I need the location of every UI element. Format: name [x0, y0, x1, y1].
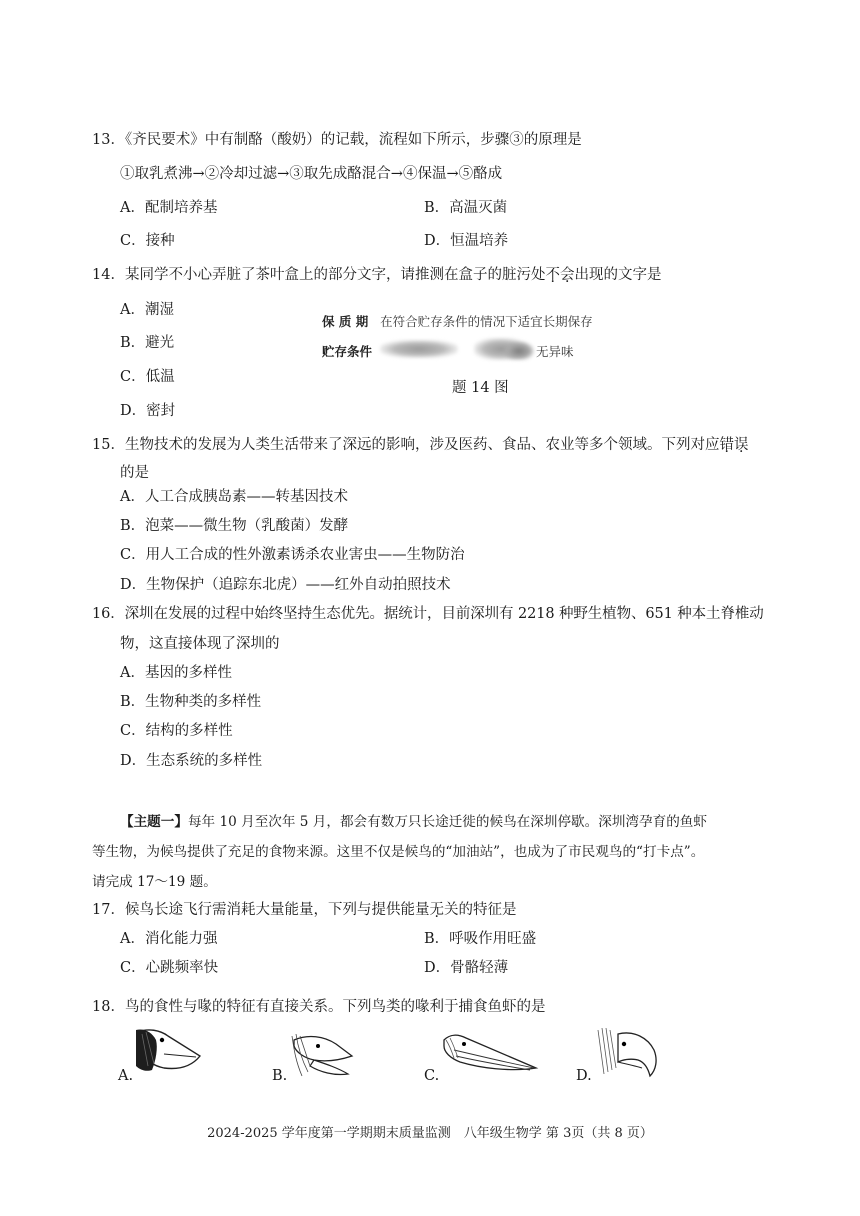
q13-option-b: B．高温灭菌	[424, 200, 508, 216]
q16-option-d: D．生态系统的多样性	[120, 753, 263, 769]
q13-stem: 13．《齐民要术》中有制酪（酸奶）的记载，流程如下所示，步骤③的原理是	[92, 132, 582, 148]
q15-option-c: C．用人工合成的性外激素诱杀农业害虫——生物防治	[120, 547, 465, 563]
q14-option-d: D．密封	[120, 403, 176, 419]
q16-stem-line2: 物，这直接体现了深圳的	[120, 636, 280, 652]
theme1-line3: 请完成 17～19 题。	[92, 874, 217, 890]
q15-stem-line1	[92, 435, 748, 455]
q13-process: ①取乳煮沸→②冷却过滤→③取先成酪混合→④保温→⑤酪成	[120, 166, 503, 182]
beak-a-image	[134, 1026, 206, 1082]
q14-emph-1: 不	[545, 267, 560, 283]
q16-option-a: A．基因的多样性	[120, 665, 232, 681]
q14-option-c: C．低温	[120, 369, 175, 385]
q17-option-d: D．骨骼轻薄	[424, 960, 509, 976]
q15-option-b: B．泡菜——微生物（乳酸菌）发酵	[120, 518, 349, 534]
q13-option-c: C．接种	[120, 233, 175, 249]
q18-option-a-label: A.	[118, 1068, 134, 1084]
storage-key: 贮存条件	[322, 344, 373, 359]
q15-option-a: A．人工合成胰岛素——转基因技术	[120, 489, 348, 505]
q14-stem-part1: 14．某同学不小心弄脏了茶叶盒上的部分文字，请推测在盒子的脏污处	[92, 267, 546, 283]
q15-option-d: D．生物保护（追踪东北虎）——红外自动拍照技术	[120, 577, 451, 593]
q15-stem-line2: 的是	[120, 465, 149, 481]
beak-c-image	[440, 1028, 540, 1082]
q18-option-c-label: C.	[424, 1068, 440, 1084]
q16-stem-line1: 16．深圳在发展的过程中始终坚持生态优先。据统计，目前深圳有 2218 种野生植物、651 种本土脊椎动	[92, 606, 764, 622]
beak-d-image	[596, 1024, 662, 1082]
q14-stem	[92, 265, 661, 285]
q17-emph: 无	[429, 902, 444, 918]
storage-value: 无异味	[536, 344, 574, 359]
theme1-text1: 每年 10 月至次年 5 月，都会有数万只长途迁徙的候鸟在深圳停歇。深圳湾孕育的鱼虾	[187, 814, 707, 830]
beak-b-image	[288, 1026, 360, 1082]
q17-stem-part2: 关的特征是	[443, 902, 517, 918]
q16-option-b: B．生物种类的多样性	[120, 694, 262, 710]
q17-option-b: B．呼吸作用旺盛	[424, 931, 537, 947]
shelf-life-value: 在符合贮存条件的情况下适宜长期保存	[380, 314, 593, 329]
q17-stem	[92, 900, 516, 920]
q15-stem-text: 15．生物技术的发展为人类生活带来了深远的影响，涉及医药、食品、农业等多个领域。下列对应	[92, 437, 720, 453]
q15-emph-2: 误	[733, 437, 749, 453]
smudge-1	[380, 340, 458, 358]
q17-option-c: C．心跳频率快	[120, 960, 219, 976]
theme1-line1	[120, 812, 707, 832]
q13-option-a: A．配制培养基	[120, 200, 218, 216]
q14-stem-part2: 出现的文字是	[574, 267, 662, 283]
theme1-tag: 【主题一】	[120, 814, 188, 830]
smudge-3	[504, 342, 534, 360]
shelf-life-key: 保 质 期	[322, 314, 369, 329]
q18-option-d-label: D.	[576, 1068, 592, 1084]
q17-option-a: A．消化能力强	[120, 931, 218, 947]
theme1-line2: 等生物，为候鸟提供了充足的食物来源。这里不仅是候鸟的“加油站”，也成为了市民观鸟的“打卡点”。	[92, 844, 705, 860]
figure-14-caption: 题 14 图	[452, 380, 509, 396]
q18-stem: 18．鸟的食性与喙的特征有直接关系。下列鸟类的喙利于捕食鱼虾的是	[92, 999, 546, 1015]
tea-box-label-image	[322, 312, 652, 364]
q14-option-b: B．避光	[120, 335, 175, 351]
q17-stem-part1: 17．候鸟长途飞行需消耗大量能量，下列与提供能量	[92, 902, 430, 918]
q16-option-c: C．结构的多样性	[120, 723, 233, 739]
q14-option-a: A．潮湿	[120, 302, 174, 318]
q18-option-b-label: B.	[272, 1068, 288, 1084]
q15-emph-1: 错	[719, 437, 734, 453]
page-footer: 2024-2025 学年度第一学期期末质量监测 八年级生物学 第 3页（共 8 页）	[207, 1126, 653, 1141]
q14-emph-2: 会	[559, 267, 575, 283]
q13-option-d: D．恒温培养	[424, 233, 509, 249]
